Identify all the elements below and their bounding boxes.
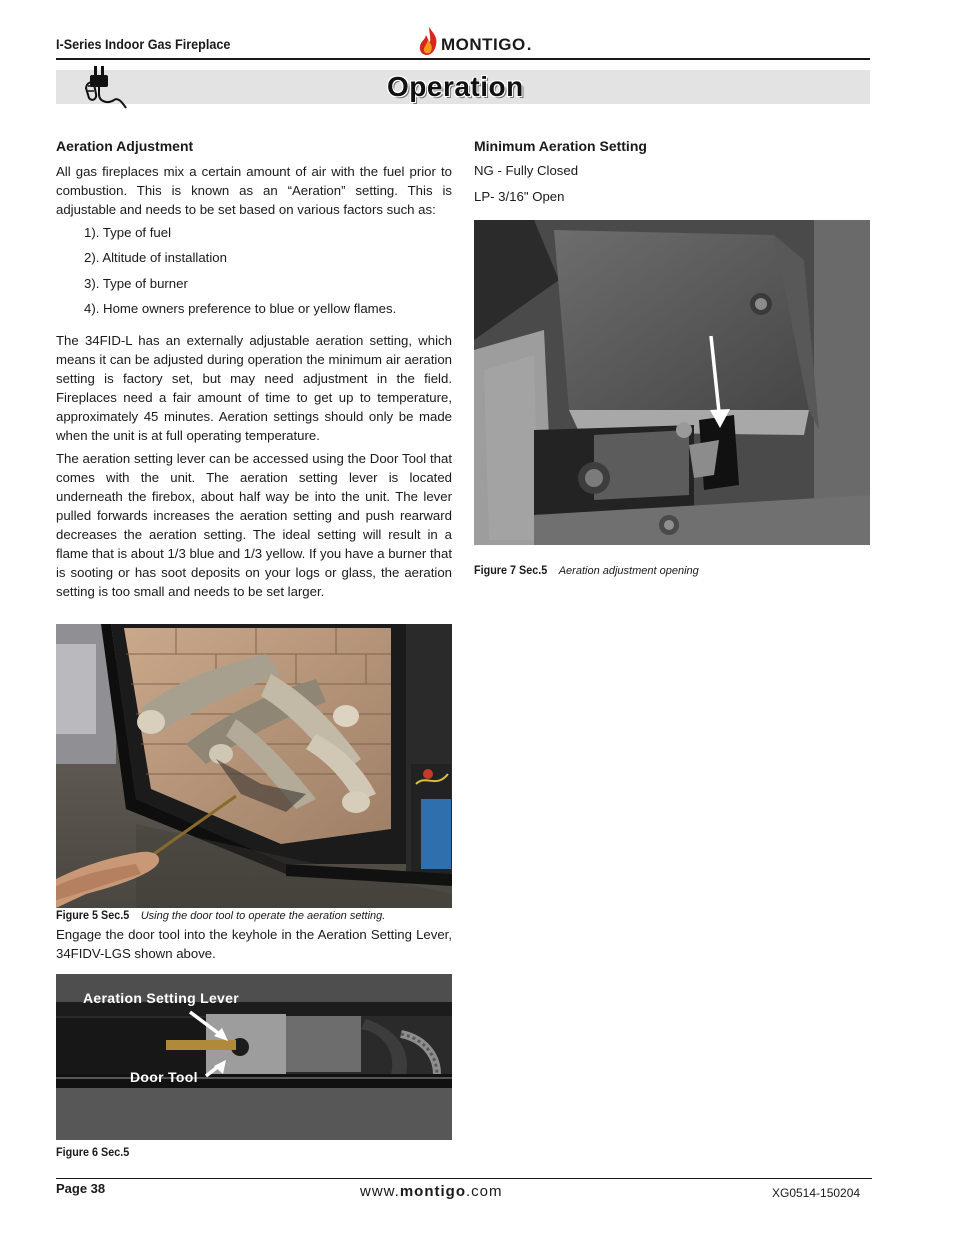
flame-icon	[418, 26, 440, 56]
plug-hand-icon	[84, 64, 138, 110]
figure-5-text: Using the door tool to operate the aeration setting.	[140, 910, 386, 922]
figure-5-caption	[56, 908, 385, 922]
figure-6-label: Figure 6 Sec.5	[56, 1145, 130, 1159]
figure-5-photo	[56, 624, 452, 908]
ng-setting: NG - Fully Closed	[474, 163, 579, 178]
brand-name: MONTIGO	[441, 35, 526, 54]
factor-list-item: 1). Type of fuel	[84, 225, 171, 240]
heading-aeration-adjustment: Aeration Adjustment	[56, 138, 194, 154]
url-suffix: .com	[466, 1183, 503, 1200]
intro-paragraph: All gas fireplaces mix a certain amount of air with the fuel prior to combustion. This is known as an “Aeration” setting. This is adjustable and needs to be set based on various factors such as:	[56, 164, 452, 217]
url-prefix: www.	[360, 1183, 400, 1200]
document-code: XG0514-150204	[772, 1186, 861, 1200]
lp-setting: LP- 3/16" Open	[474, 189, 565, 204]
factor-list-item: 4). Home owners preference to blue or yellow flames.	[84, 301, 397, 316]
footer-rule	[56, 1178, 872, 1179]
figure-5-label: Figure 5 Sec.5	[56, 908, 130, 922]
factor-list-item: 3). Type of burner	[84, 276, 188, 291]
figure-5-note: Engage the door tool into the keyhole in the Aeration Setting Lever, 34FIDV-LGS shown above.	[56, 927, 452, 961]
figure-7-photo	[474, 220, 870, 545]
aeration-description-paragraph: The 34FID-L has an externally adjustable aeration setting, which means it can be adjusted during operation the minimum air aeration setting is factory set, but may need adjustment in the field. Fireplaces need a fair amount of time to get up to temperature, approximately 45 minutes. Aeration settings should only be made when the unit is at full operating temperature.	[56, 333, 452, 443]
figure-6-caption	[56, 1145, 137, 1159]
figure-7-caption	[474, 563, 699, 577]
figure-7-label: Figure 7 Sec.5	[474, 563, 548, 577]
page-number: Page 38	[56, 1181, 106, 1196]
factor-list-item: 2). Altitude of installation	[84, 250, 227, 265]
document-title: I-Series Indoor Gas Fireplace	[56, 36, 231, 52]
section-banner	[56, 70, 870, 104]
website-url[interactable]	[360, 1183, 503, 1200]
figure-6-photo	[56, 974, 452, 1140]
brand-logo	[418, 24, 532, 56]
heading-minimum-aeration-setting: Minimum Aeration Setting	[474, 138, 647, 154]
section-title: Operation	[387, 71, 524, 102]
figure-7-text: Aeration adjustment opening	[558, 565, 699, 577]
lever-instructions-paragraph: The aeration setting lever can be accessed using the Door Tool that comes with the unit. The aeration setting lever is located underneath the firebox, about half way be into the unit. The lever pulled forwards increases the aeration setting and push rearward decreases the aeration setting. The ideal setting will result in a flame that is about 1/3 blue and 1/3 yellow. If you have a burner that is sooting or has soot deposits on your logs or glass, the aeration setting is too small and needs to be set larger.	[56, 451, 452, 599]
url-brand: montigo	[399, 1183, 466, 1200]
header-rule	[56, 58, 870, 60]
callout-door-tool: Door Tool	[130, 1069, 198, 1085]
brand-mark: .	[526, 35, 532, 54]
callout-aeration-setting-lever: Aeration Setting Lever	[83, 990, 239, 1006]
